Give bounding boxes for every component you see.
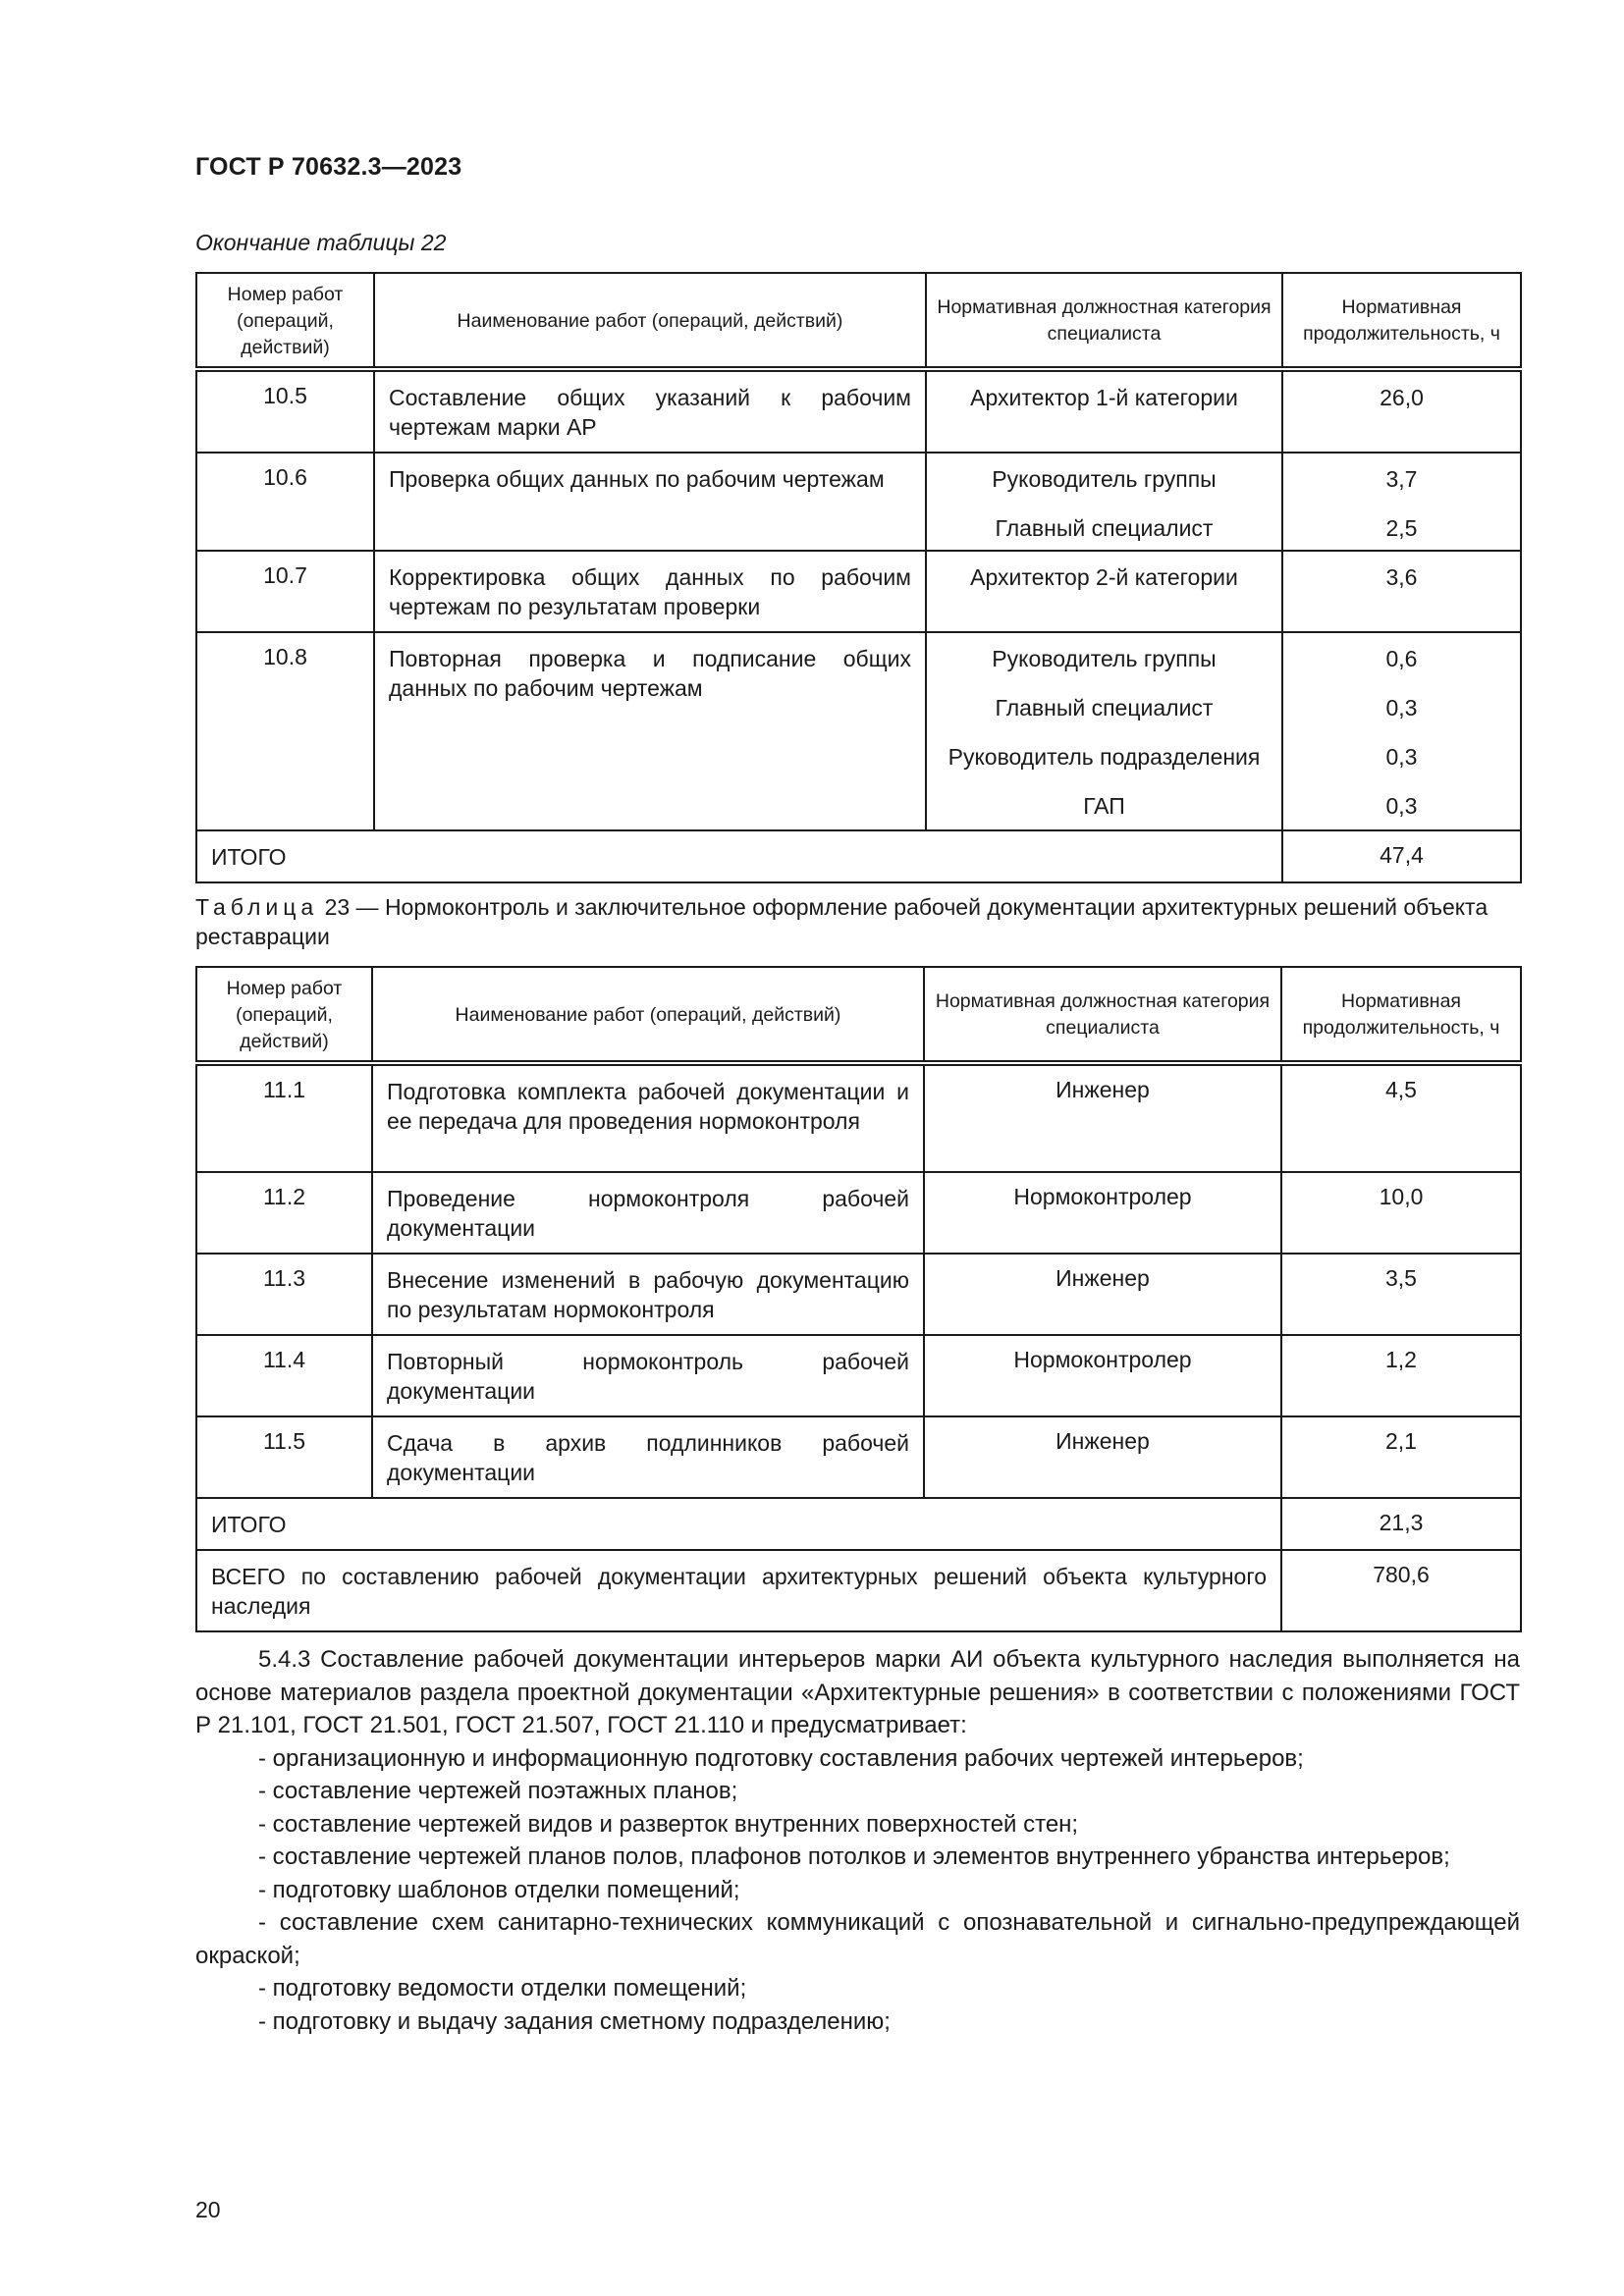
list-item: - составление чертежей планов полов, плафонов потолков и элементов внутреннего убранства интерьеров; <box>258 1843 1450 1870</box>
row-duration: 3,5 <box>1281 1254 1521 1335</box>
table-row <box>196 453 1521 551</box>
row-num: 11.3 <box>196 1254 372 1335</box>
table-row <box>196 1172 1521 1254</box>
page-number: 20 <box>195 2197 221 2222</box>
row-category: Инженер <box>924 1254 1281 1335</box>
header-category: Нормативная должностная категория специалиста <box>926 273 1282 369</box>
row-category: Инженер <box>924 1416 1281 1498</box>
body-text <box>195 1643 1520 2038</box>
row-category: Руководитель группы Главный специалист <box>926 453 1282 551</box>
row-duration: 26,0 <box>1282 369 1521 453</box>
row-num: 10.6 <box>196 453 374 551</box>
row-num: 11.5 <box>196 1416 372 1498</box>
list-item: - подготовку и выдачу задания сметному подразделению; <box>258 2007 891 2035</box>
list-item: - подготовку ведомости отделки помещений; <box>258 1975 747 2002</box>
table22-header-row <box>196 273 1521 369</box>
row-duration: 4,5 <box>1281 1063 1521 1172</box>
row-name: Корректировка общих данных по рабочим чертежам по результатам проверки <box>374 551 926 632</box>
total-label: ИТОГО <box>196 830 1282 882</box>
header-name: Наименование работ (операций, действий) <box>372 967 924 1063</box>
table22-total-row <box>196 830 1521 882</box>
row-name: Составление общих указаний к рабочим чертежам марки АР <box>374 369 926 453</box>
row-name: Подготовка комплекта рабочей документации и ее передача для проведения нормоконтроля <box>372 1063 924 1172</box>
row-num: 11.4 <box>196 1335 372 1416</box>
row-duration: 3,6 <box>1282 551 1521 632</box>
row-category: Руководитель группы Главный специалист Руководитель подразделения ГАП <box>926 632 1282 830</box>
paragraph-5-4-3: 5.4.3 Составление рабочей документации интерьеров марки АИ объекта культурного наследия выполняется на основе материалов раздела проектной документации «Архитектурные решения» в соответствии с положениями ГОСТ Р 21.101, ГОСТ 21.501, ГОСТ 21.507, ГОСТ 21.110 и предусматривает: <box>195 1646 1520 1738</box>
table23-grand-total-row <box>196 1550 1521 1631</box>
row-name: Внесение изменений в рабочую документацию по результатам нормоконтроля <box>372 1254 924 1335</box>
row-num: 10.8 <box>196 632 374 830</box>
total-value: 47,4 <box>1282 830 1521 882</box>
table-row <box>196 551 1521 632</box>
table-row <box>196 1335 1521 1416</box>
total-value: 21,3 <box>1281 1498 1521 1550</box>
table23-header-row <box>196 967 1521 1063</box>
table-22 <box>195 272 1522 883</box>
list-item: - организационную и информационную подготовку составления рабочих чертежей интерьеров; <box>258 1744 1304 1772</box>
row-num: 10.7 <box>196 551 374 632</box>
grand-total-label: ВСЕГО по составлению рабочей документации архитектурных решений объекта культурного наследия <box>196 1550 1281 1631</box>
total-label: ИТОГО <box>196 1498 1281 1550</box>
header-duration: Нормативная продолжительность, ч <box>1282 273 1521 369</box>
row-category: Нормоконтролер <box>924 1335 1281 1416</box>
table22-continuation-caption: Окончание таблицы 22 <box>195 230 447 255</box>
row-num: 10.5 <box>196 369 374 453</box>
row-duration: 0,6 0,3 0,3 0,3 <box>1282 632 1521 830</box>
row-duration: 1,2 <box>1281 1335 1521 1416</box>
table-row <box>196 1063 1521 1172</box>
list-item: - составление чертежей поэтажных планов; <box>258 1778 738 1804</box>
row-duration: 2,1 <box>1281 1416 1521 1498</box>
table23-total-row <box>196 1498 1521 1550</box>
row-category: Архитектор 2-й категории <box>926 551 1282 632</box>
row-name: Проведение нормоконтроля рабочей документации <box>372 1172 924 1254</box>
row-duration: 10,0 <box>1281 1172 1521 1254</box>
row-name: Проверка общих данных по рабочим чертежам <box>374 453 926 551</box>
row-name: Повторная проверка и подписание общих данных по рабочим чертежам <box>374 632 926 830</box>
table-row <box>196 369 1521 453</box>
row-category: Архитектор 1-й категории <box>926 369 1282 453</box>
row-num: 11.2 <box>196 1172 372 1254</box>
table23-caption-text: 23 — Нормоконтроль и заключительное оформление рабочей документации архитектурных решений объекта реставрации <box>195 894 1489 949</box>
grand-total-value: 780,6 <box>1281 1550 1521 1631</box>
list-item: - составление схем санитарно-технических коммуникаций с опознавательной и сигнально-предупреждающей окраской; <box>195 1909 1520 1969</box>
header-name: Наименование работ (операций, действий) <box>374 273 926 369</box>
table-row <box>196 632 1521 830</box>
table-row <box>196 1254 1521 1335</box>
table23-caption <box>195 892 1520 951</box>
table-23 <box>195 966 1522 1632</box>
header-category: Нормативная должностная категория специалиста <box>924 967 1281 1063</box>
row-duration: 3,7 2,5 <box>1282 453 1521 551</box>
header-duration: Нормативная продолжительность, ч <box>1281 967 1521 1063</box>
document-code: ГОСТ Р 70632.3—2023 <box>195 153 462 181</box>
header-num: Номер работ (операций, действий) <box>196 273 374 369</box>
table23-caption-word: Таблица <box>195 894 319 920</box>
header-num: Номер работ (операций, действий) <box>196 967 372 1063</box>
row-name: Сдача в архив подлинников рабочей документации <box>372 1416 924 1498</box>
row-category: Инженер <box>924 1063 1281 1172</box>
list-item: - составление чертежей видов и разверток внутренних поверхностей стен; <box>258 1810 1079 1838</box>
table-row <box>196 1416 1521 1498</box>
row-category: Нормоконтролер <box>924 1172 1281 1254</box>
list-item: - подготовку шаблонов отделки помещений; <box>258 1876 740 1903</box>
row-name: Повторный нормоконтроль рабочей документации <box>372 1335 924 1416</box>
row-num: 11.1 <box>196 1063 372 1172</box>
